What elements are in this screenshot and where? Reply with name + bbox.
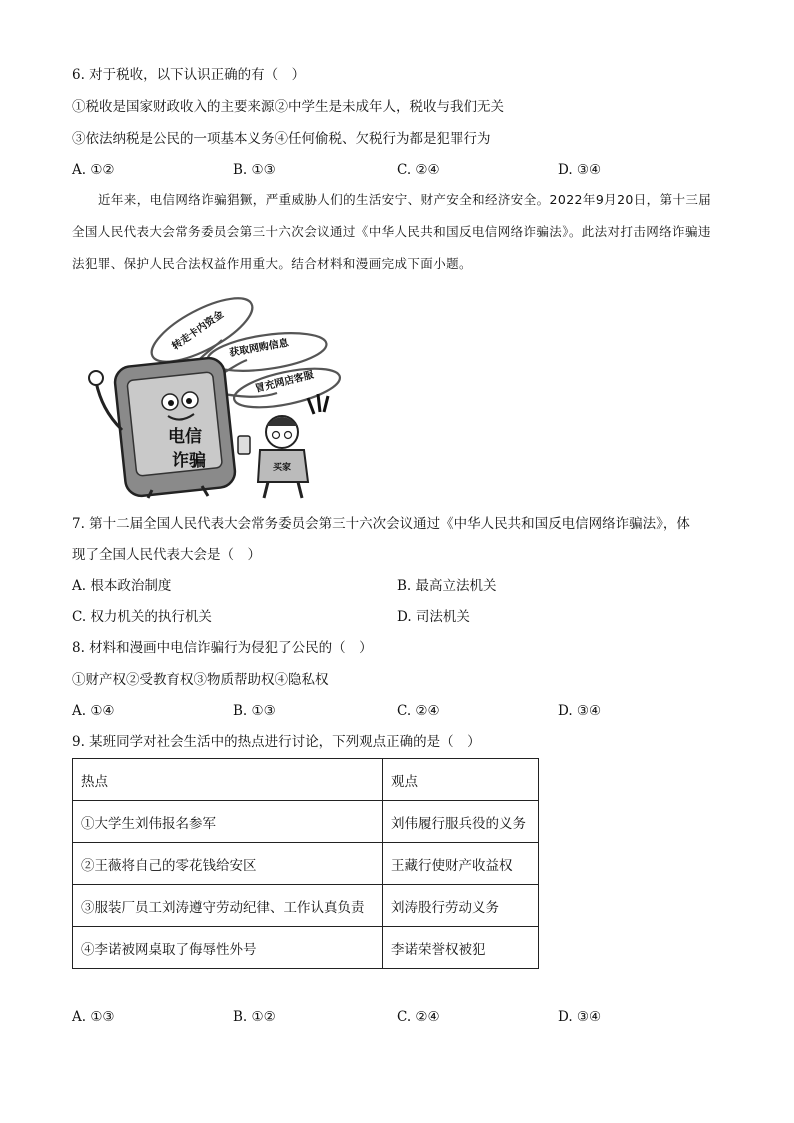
phone-text-1: 电信 bbox=[168, 427, 202, 447]
table-header-hotspot: 热点 bbox=[73, 759, 383, 801]
table-cell: ④李诺被网桌取了侮辱性外号 bbox=[73, 927, 383, 969]
q8-option-d: D. ③④ bbox=[558, 703, 602, 719]
table-cell: ③服装厂员工刘涛遵守劳动纪律、工作认真负责 bbox=[73, 885, 383, 927]
table-row bbox=[73, 843, 539, 885]
table-cell: 李诺荣誉权被犯 bbox=[383, 927, 539, 969]
q6-stem: 6. 对于税收，以下认识正确的有（ ） bbox=[72, 67, 306, 83]
table-cell: 刘涛股行劳动义务 bbox=[383, 885, 539, 927]
q6-statement-line-1: ①税收是国家财政收入的主要来源②中学生是未成年人，税收与我们无关 bbox=[72, 99, 504, 115]
table-cell: 王藏行使财产收益权 bbox=[383, 843, 539, 885]
buyer-character bbox=[238, 394, 328, 498]
q8-stem: 8. 材料和漫画中电信诈骗行为侵犯了公民的（ ） bbox=[72, 640, 373, 656]
q6-option-d: D. ③④ bbox=[558, 162, 602, 178]
q7-stem-line-2: 现了全国人民代表大会是（ ） bbox=[72, 547, 261, 563]
q9-stem: 9. 某班同学对社会生活中的热点进行讨论，下列观点正确的是（ ） bbox=[72, 734, 481, 750]
table-cell: ①大学生刘伟报名参军 bbox=[73, 801, 383, 843]
telecom-fraud-cartoon bbox=[72, 290, 342, 500]
q9-option-a: A. ①③ bbox=[72, 1009, 115, 1025]
q7-option-c: C. 权力机关的执行机关 bbox=[72, 609, 212, 625]
phone-character bbox=[89, 357, 236, 498]
q7-option-b: B. 最高立法机关 bbox=[397, 578, 497, 594]
q9-option-d: D. ③④ bbox=[558, 1009, 602, 1025]
table-row bbox=[73, 801, 539, 843]
lasso-label-1: 转走卡内资金 bbox=[170, 309, 226, 353]
material-paragraph: 近年来，电信网络诈骗猖獗，严重威胁人们的生活安宁、财产安全和经济安全。2022年9月20日，第十三届全国人民代表大会常务委员会第三十六次会议通过《中华人民共和国反电信网络诈骗法》。此法对打击网络诈骗违法犯罪、保护人民合法权益作用重大。结合材料和漫画完成下面小题。 bbox=[72, 192, 712, 271]
q6-option-b: B. ①③ bbox=[233, 162, 276, 178]
q9-option-c: C. ②④ bbox=[397, 1009, 440, 1025]
q6-statement-line-2: ③依法纳税是公民的一项基本义务④任何偷税、欠税行为都是犯罪行为 bbox=[72, 131, 491, 147]
q7-option-d: D. 司法机关 bbox=[397, 609, 470, 625]
lasso-label-3: 冒充网店客服 bbox=[254, 369, 315, 395]
q8-option-b: B. ①③ bbox=[233, 703, 276, 719]
table-cell: 刘伟履行服兵役的义务 bbox=[383, 801, 539, 843]
q8-statement-line: ①财产权②受教育权③物质帮助权④隐私权 bbox=[72, 672, 329, 688]
q8-option-a: A. ①④ bbox=[72, 703, 115, 719]
table-header-row bbox=[73, 759, 539, 801]
table-header-viewpoint: 观点 bbox=[383, 759, 539, 801]
phone-text-2: 诈骗 bbox=[172, 451, 206, 471]
q9-option-b: B. ①② bbox=[233, 1009, 276, 1025]
q8-option-c: C. ②④ bbox=[397, 703, 440, 719]
q7-option-a: A. 根本政治制度 bbox=[72, 578, 172, 594]
q6-option-c: C. ②④ bbox=[397, 162, 440, 178]
lasso-label-2: 获取网购信息 bbox=[228, 337, 290, 359]
table-cell: ②王薇将自己的零花钱给安区 bbox=[73, 843, 383, 885]
q6-option-a: A. ①② bbox=[72, 162, 115, 178]
table-row bbox=[73, 927, 539, 969]
buyer-label: 买家 bbox=[273, 463, 292, 473]
q9-table bbox=[72, 758, 539, 969]
table-row bbox=[73, 885, 539, 927]
q7-stem-line-1: 7. 第十二届全国人民代表大会常务委员会第三十六次会议通过《中华人民共和国反电信网络诈骗法》，体 bbox=[72, 516, 690, 532]
